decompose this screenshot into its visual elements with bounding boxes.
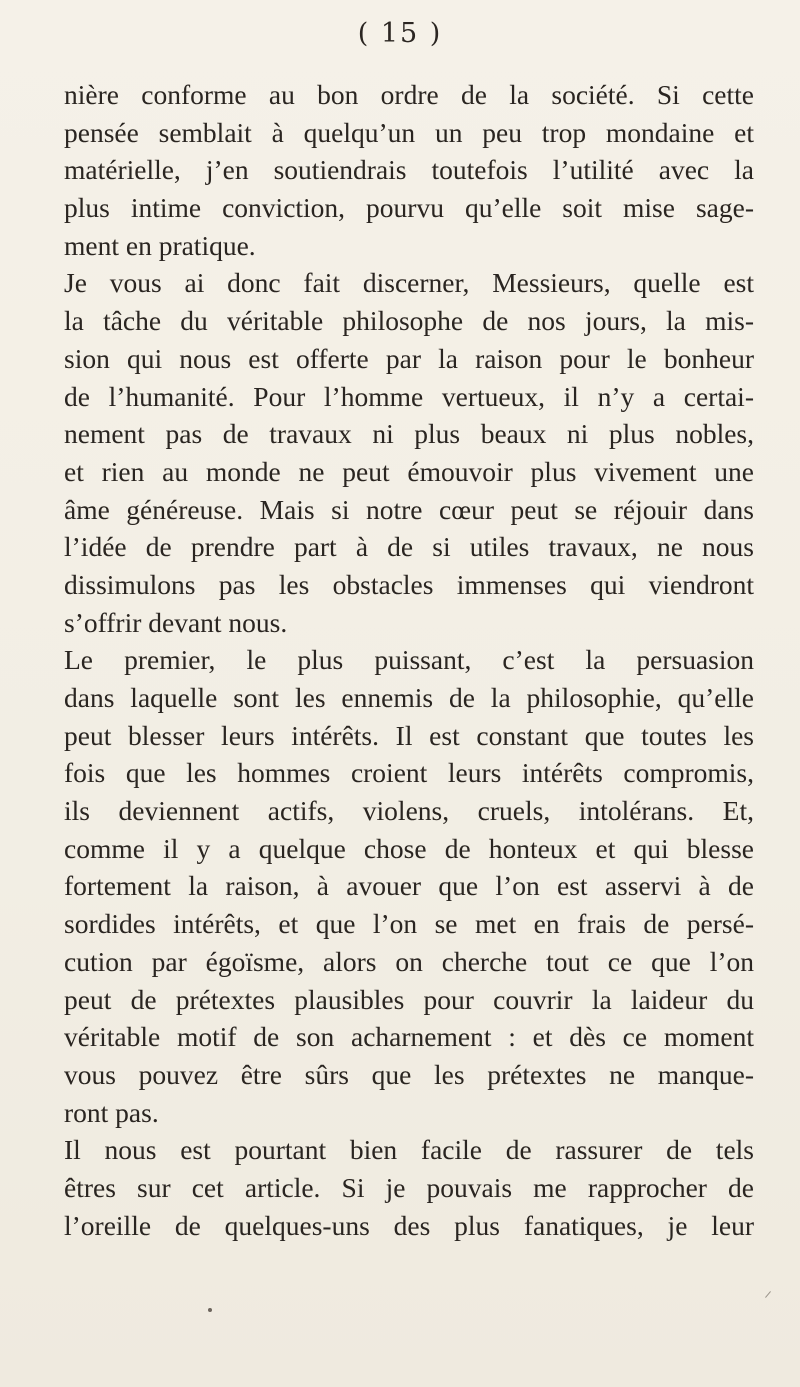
text-line: ment en pratique. <box>64 229 256 261</box>
body-text <box>64 76 754 1244</box>
text-line: l’idée de prendre part à de si utiles travaux, ne nous <box>64 531 754 563</box>
text-line: fortement la raison, à avouer que l’on est asservi à de <box>64 870 754 902</box>
text-line: dans laquelle sont les ennemis de la philosophie, qu’elle <box>64 682 754 713</box>
text-line: comme il y a quelque chose de honteux et qui blesse <box>64 832 754 864</box>
text-line: matérielle, j’en soutiendrais toutefois l’utilité avec la <box>64 154 754 186</box>
text-line: dissimulons pas les obstacles immenses qui viendront <box>64 568 754 600</box>
text-line: la tâche du véritable philosophe de nos jours, la mis- <box>64 305 754 337</box>
text-line: ront pas. <box>64 1096 159 1128</box>
text-line: âme généreuse. Mais si notre cœur peut se réjouir dans <box>64 493 754 525</box>
text-line: sordides intérêts, et que l’on se met en frais de persé- <box>64 908 754 940</box>
text-line: pensée semblait à quelqu’un un peu trop mondaine et <box>64 116 754 148</box>
text-line: l’oreille de quelques-uns des plus fanatiques, je leur <box>64 1209 754 1241</box>
text-line: plus intime conviction, pourvu qu’elle soit mise sage- <box>64 192 754 224</box>
text-line: s’offrir devant nous. <box>64 606 288 638</box>
print-speck <box>208 1308 212 1312</box>
text-line: sion qui nous est offerte par la raison pour le bonheur <box>64 342 754 374</box>
text-line: peut de prétextes plausibles pour couvrir la laideur du <box>64 983 754 1015</box>
text-line: Il nous est pourtant bien facile de rassurer de tels <box>64 1134 754 1166</box>
text-line: nement pas de travaux ni plus beaux ni plus nobles, <box>64 418 754 450</box>
text-line: Le premier, le plus puissant, c’est la persuasion <box>64 644 754 676</box>
paper-edge-mark <box>765 1291 771 1298</box>
text-line: ils deviennent actifs, violens, cruels, intolérans. Et, <box>64 795 754 827</box>
text-line: nière conforme au bon ordre de la société. Si cette <box>64 79 754 110</box>
page-number: ( 15 ) <box>357 18 443 49</box>
text-line: peut blesser leurs intérêts. Il est constant que toutes les <box>64 719 754 751</box>
text-line: vous pouvez être sûrs que les prétextes ne manque- <box>64 1058 754 1090</box>
text-line: et rien au monde ne peut émouvoir plus vivement une <box>64 455 754 487</box>
text-line: cution par égoïsme, alors on cherche tout ce que l’on <box>64 945 754 977</box>
text-line: de l’humanité. Pour l’homme vertueux, il n’y a certai- <box>64 380 754 412</box>
text-line: Je vous ai donc fait discerner, Messieurs, quelle est <box>64 267 754 299</box>
text-line: fois que les hommes croient leurs intérêts compromis, <box>64 757 754 789</box>
text-line: êtres sur cet article. Si je pouvais me rapprocher de <box>64 1171 754 1203</box>
text-line: véritable motif de son acharnement : et dès ce moment <box>64 1021 754 1053</box>
